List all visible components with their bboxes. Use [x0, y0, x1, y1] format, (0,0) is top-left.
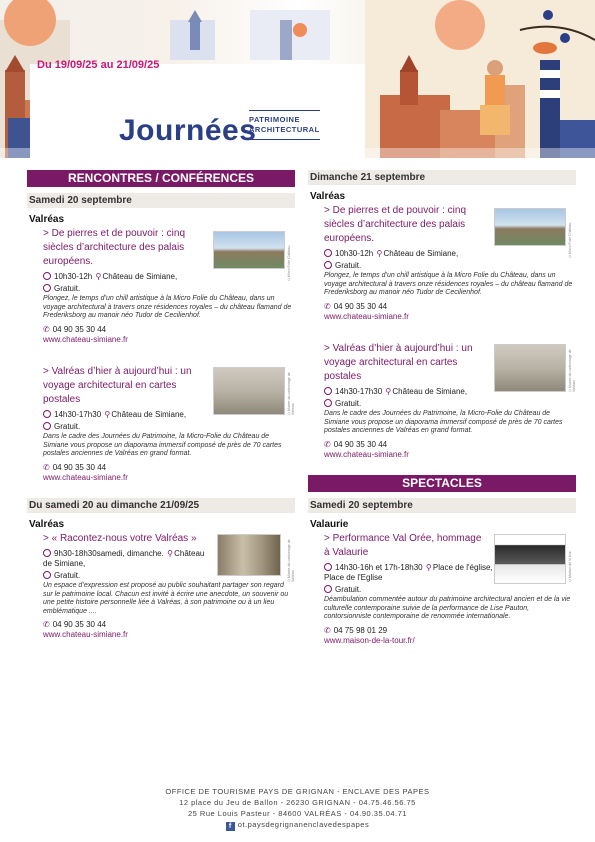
- event-website-link[interactable]: www.chateau-simiane.fr: [43, 472, 128, 482]
- town-name: Valréas: [29, 214, 65, 225]
- event-website-link[interactable]: www.chateau-simiane.fr: [43, 630, 128, 639]
- photo-credit: ©Maison de la tour: [568, 551, 572, 582]
- price-label: Gratuit.: [335, 585, 362, 594]
- event-price: [324, 399, 576, 408]
- phone-number: 04 90 35 30 44: [52, 324, 107, 334]
- event-price: [43, 422, 295, 431]
- page-title: Journées: [119, 114, 257, 147]
- footer-address-grignan: 12 place du Jeu de Ballon - 26230 GRIGNAN - 04.75.46.56.75: [179, 798, 416, 807]
- event-place: Château de Simiane,: [392, 387, 468, 396]
- price-label: Gratuit.: [54, 422, 81, 431]
- event-price: [324, 261, 576, 270]
- event-phone: [43, 325, 295, 334]
- event-phone: [43, 463, 295, 472]
- event-title[interactable]: > De pierres et de pouvoir : cinq siècles d’architecture des palais européens.: [43, 228, 186, 267]
- photo-credit: ©Musée du cartonnage de Valréas: [287, 372, 295, 415]
- event-title[interactable]: > Valréas d’hier à aujourd’hui : un voyage architectural en cartes postales: [324, 343, 473, 382]
- date-heading: Du samedi 20 au dimanche 21/09/25: [27, 498, 295, 513]
- event-phone: [43, 620, 295, 629]
- euro-icon: [324, 399, 332, 407]
- phone-number: 04 75 98 01 29: [333, 625, 388, 635]
- phone-icon: ✆: [324, 625, 331, 635]
- photo-credit: ©Musée du cartonnage de Valréas: [287, 539, 295, 582]
- event-website-link[interactable]: www.chateau-simiane.fr: [324, 311, 409, 321]
- event-place: Château de Simiane,: [383, 249, 459, 258]
- page-subtitle: [249, 110, 320, 140]
- town-name: Valaurie: [310, 519, 349, 530]
- event-card: [308, 204, 576, 334]
- event-time: 14h30-16h et 17h-18h30: [335, 563, 423, 572]
- town-name: Valréas: [29, 519, 65, 530]
- event-description: Dans le cadre des Journées du Patrimoine, la Micro-Folie du Château de Simiane vous propose un diaporama immersif composé de près de 70 cartes postales anciennes de Valréas en grand format.: [324, 410, 563, 434]
- event-place: Château de Simiane,: [102, 272, 178, 281]
- event-price: [324, 585, 576, 594]
- event-photo: [213, 231, 285, 269]
- location-pin-icon: ⚲: [425, 563, 432, 572]
- clock-icon: [324, 249, 332, 257]
- event-website-link[interactable]: www.maison-de-la-tour.fr/: [324, 635, 415, 645]
- section-banner-spectacles: SPECTACLES: [308, 475, 576, 492]
- phone-icon: ✆: [324, 301, 331, 311]
- location-pin-icon: ⚲: [376, 249, 383, 258]
- phone-number: 04 90 35 30 44: [333, 439, 388, 449]
- price-label: Gratuit.: [54, 571, 81, 580]
- subtitle-line-2: ARCHITECTURAL: [249, 125, 320, 134]
- event-dates: Du 19/09/25 au 21/09/25: [37, 59, 160, 71]
- clock-icon: [43, 272, 51, 280]
- event-photo: [494, 208, 566, 246]
- price-label: Gratuit.: [335, 261, 362, 270]
- footer: [0, 786, 595, 831]
- phone-number: 04 90 35 30 44: [52, 620, 107, 629]
- location-pin-icon: ⚲: [104, 410, 111, 419]
- facebook-icon: f: [226, 822, 235, 831]
- event-card: [27, 227, 295, 357]
- event-description: Plongez, le temps d’un chill artistique à la Micro Folie du Château, dans un voyage architectural à travers onze résidences royales – du château flamand de Frederiksborg au manoir néo Tudor de Cecilienhof.: [324, 272, 573, 296]
- location-pin-icon: ⚲: [385, 387, 392, 396]
- event-photo: [494, 344, 566, 392]
- event-time: 10h30-12h: [54, 272, 93, 281]
- phone-number: 04 90 35 30 44: [52, 462, 107, 472]
- event-phone: [324, 440, 576, 449]
- event-title[interactable]: > « Racontez-nous votre Valréas »: [43, 533, 197, 544]
- phone-icon: ✆: [324, 439, 331, 449]
- phone-icon: ✆: [43, 620, 50, 629]
- location-pin-icon: ⚲: [95, 272, 102, 281]
- date-heading: Dimanche 21 septembre: [308, 170, 576, 185]
- event-description: Plongez, le temps d’un chill artistique à la Micro Folie du Château, dans un voyage architectural à travers onze résidences royales – du château flamand de Frederiksborg au manoir néo Tudor de Cecilienhof.: [43, 295, 292, 319]
- clock-icon: [43, 410, 51, 418]
- event-time-place: [324, 249, 576, 259]
- subtitle-line-1: PATRIMOINE: [249, 115, 300, 124]
- event-card: [27, 532, 295, 639]
- euro-icon: [43, 571, 51, 579]
- event-website-link[interactable]: www.chateau-simiane.fr: [324, 449, 409, 459]
- section-banner-conferences: RENCONTRES / CONFÉRENCES: [27, 170, 295, 187]
- event-time: 14h30-17h30: [335, 387, 383, 396]
- event-place: Place de l'église, Place de l'Eglise: [324, 563, 493, 582]
- euro-icon: [324, 585, 332, 593]
- event-phone: [324, 302, 576, 311]
- event-time-place: [43, 549, 213, 569]
- event-description: Déambulation commentée autour du patrimoine architectural ancien et de la vie culturelle contemporaine suivie de la performance de Lise Pauton, contorsionniste contemporaine de renommée internationale.: [324, 596, 571, 620]
- event-website-link[interactable]: www.chateau-simiane.fr: [43, 334, 128, 344]
- event-time: 9h30-18h30samedi, dimanche.: [54, 549, 164, 558]
- event-description: Dans le cadre des Journées du Patrimoine, la Micro-Folie du Château de Simiane vous propose un diaporama immersif composé de près de 70 cartes postales anciennes de Valréas en grand format.: [43, 433, 282, 457]
- phone-icon: ✆: [43, 462, 50, 472]
- euro-icon: [43, 422, 51, 430]
- event-description: Un espace d’expression est proposé au public souhaitant partager son regard sur le patrimoine local. Chacun est invité à écrire une anecdote, un souvenir ou une petite histoire personnelle liée à Valréas, à son patrimoine ou à un lieu emblématique ....: [43, 582, 289, 615]
- event-time-place: [324, 563, 494, 583]
- event-phone: [324, 626, 576, 635]
- event-photo: [213, 367, 285, 415]
- event-title[interactable]: > Performance Val Orée, hommage à Valaurie: [324, 533, 482, 558]
- event-place: Château de Simiane,: [43, 549, 205, 568]
- event-card: [308, 342, 576, 469]
- event-place: Château de Simiane,: [111, 410, 187, 419]
- euro-icon: [324, 261, 332, 269]
- price-label: Gratuit.: [335, 399, 362, 408]
- footer-office-name: OFFICE DE TOURISME PAYS DE GRIGNAN - ENCLAVE DES PAPES: [165, 787, 430, 796]
- event-title[interactable]: > Valréas d’hier à aujourd’hui : un voyage architectural en cartes postales: [43, 366, 192, 405]
- event-time-place: [43, 272, 295, 282]
- event-price: [43, 284, 295, 293]
- event-card: [308, 532, 576, 645]
- footer-social: [0, 819, 595, 831]
- event-photo: [494, 534, 566, 584]
- clock-icon: [324, 563, 332, 571]
- event-title[interactable]: > De pierres et de pouvoir : cinq siècles d’architecture des palais européens.: [324, 205, 467, 244]
- event-time: 14h30-17h30: [54, 410, 102, 419]
- left-column: [27, 170, 295, 639]
- event-photo: [217, 534, 281, 576]
- right-column: [308, 170, 576, 645]
- date-heading: Samedi 20 septembre: [308, 498, 576, 513]
- town-name: Valréas: [310, 191, 346, 202]
- clock-icon: [324, 387, 332, 395]
- price-label: Gratuit.: [54, 284, 81, 293]
- photo-credit: ©Musée du cartonnage de Valréas: [568, 349, 576, 392]
- euro-icon: [43, 284, 51, 292]
- photo-credit: ©Micro Folie Château: [568, 222, 572, 258]
- location-pin-icon: ⚲: [167, 549, 173, 558]
- facebook-handle[interactable]: ot.paysdegrignanenclavedespapes: [237, 820, 370, 829]
- photo-credit: ©Micro Folie Château: [287, 245, 291, 281]
- phone-number: 04 90 35 30 44: [333, 301, 388, 311]
- date-heading: Samedi 20 septembre: [27, 193, 295, 208]
- clock-icon: [43, 549, 51, 557]
- event-time: 10h30-12h: [335, 249, 374, 258]
- header-banner: [0, 0, 595, 158]
- footer-address-valreas: 25 Rue Louis Pasteur - 84600 VALRÉAS - 04.90.35.04.71: [188, 809, 407, 818]
- event-card: [27, 365, 295, 492]
- phone-icon: ✆: [43, 324, 50, 334]
